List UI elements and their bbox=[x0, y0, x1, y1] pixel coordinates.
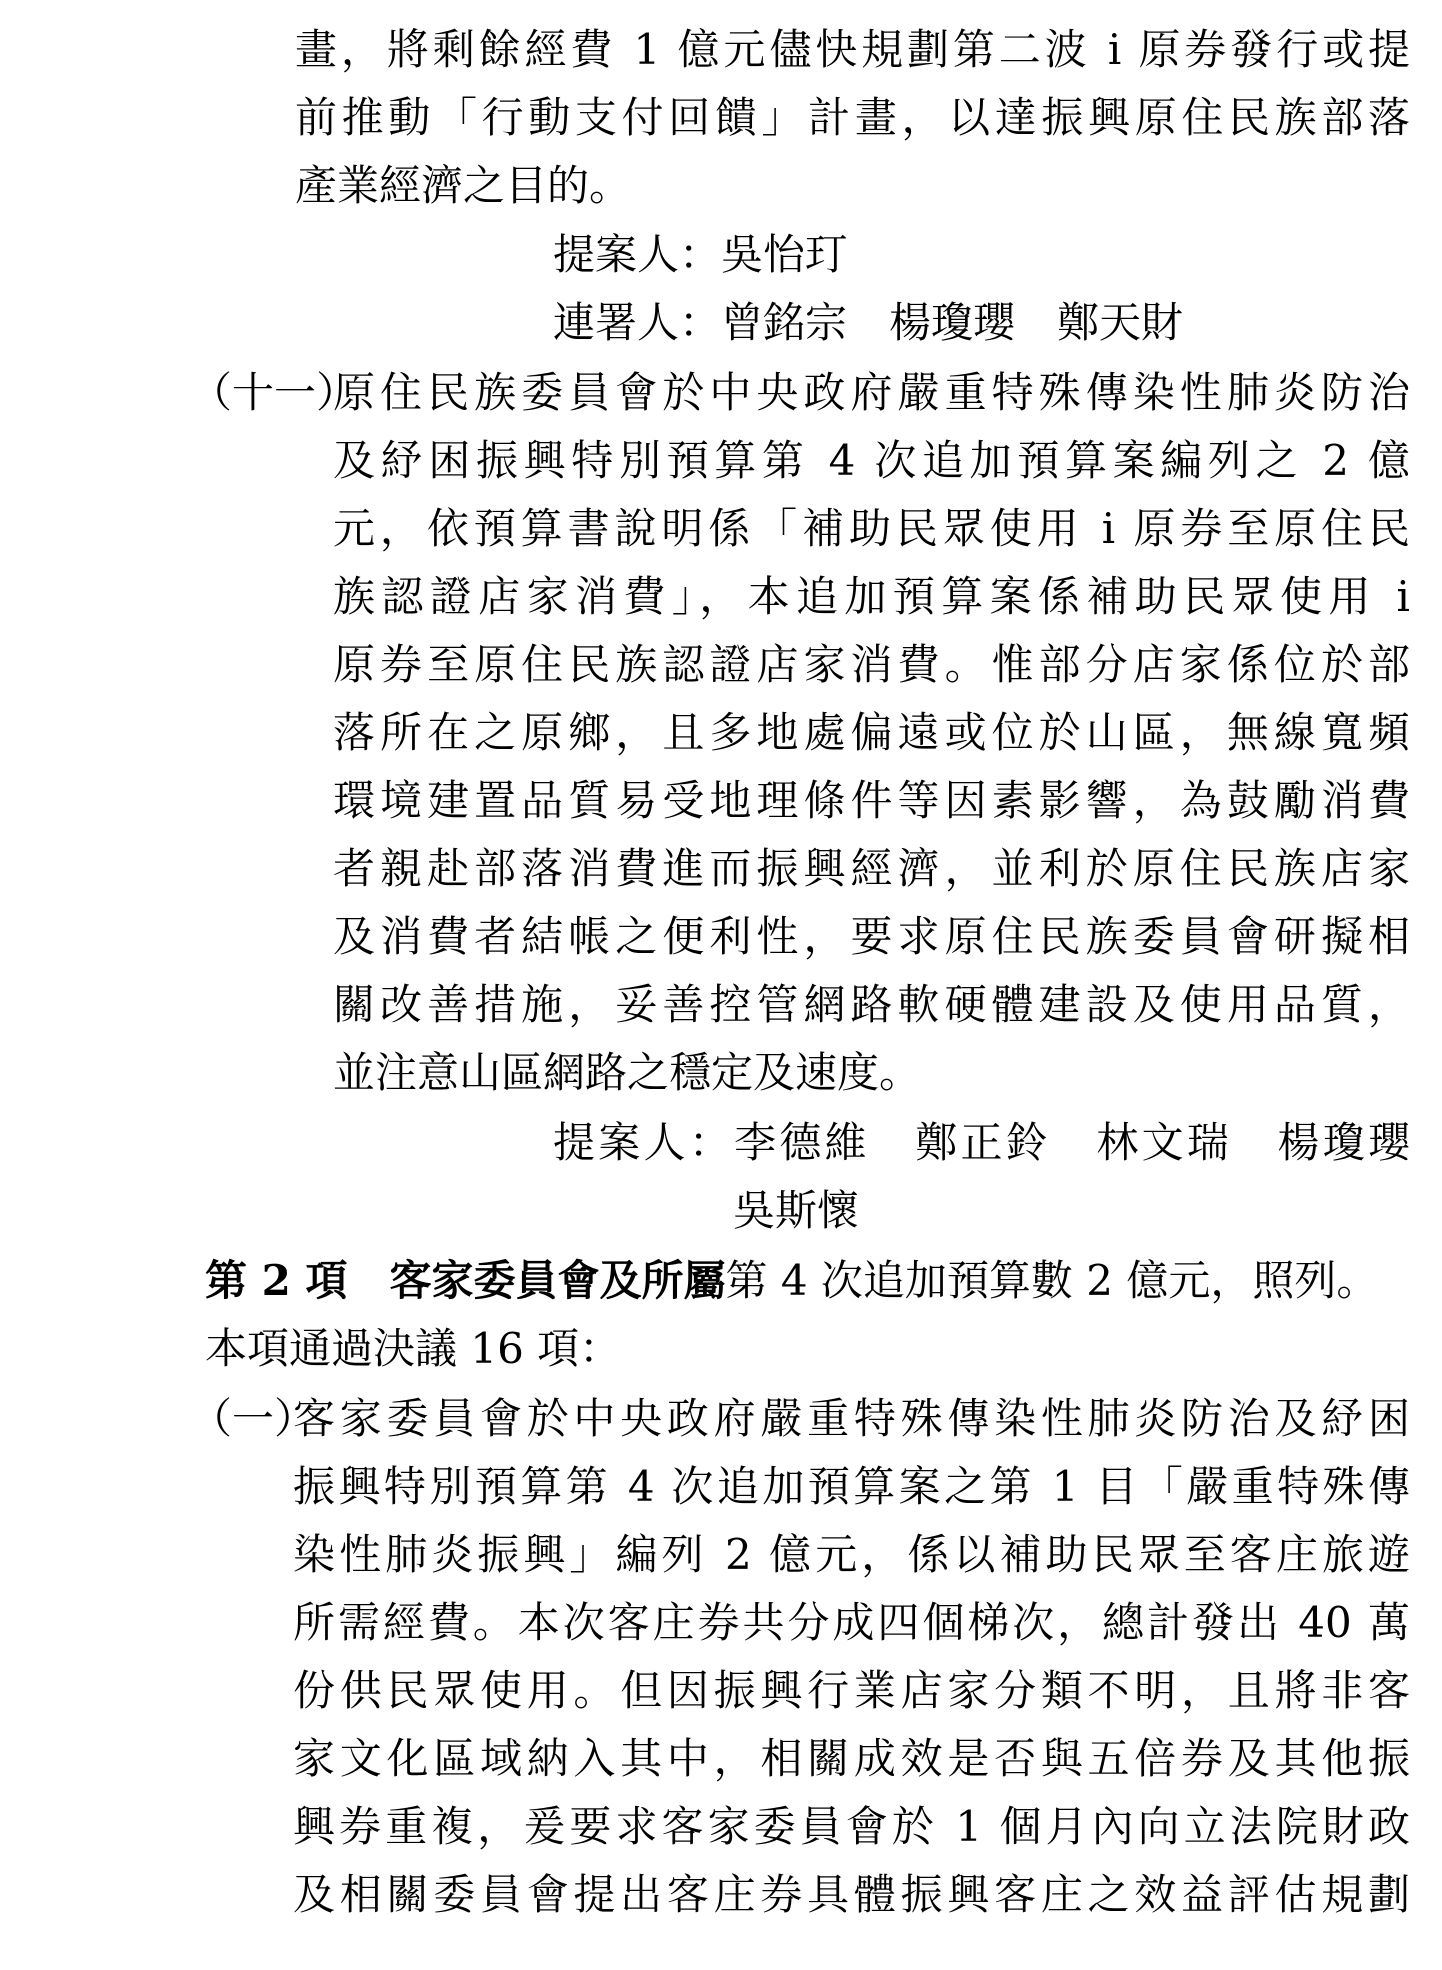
proposer-line: 提案人：李德維 鄭正鈴 林文瑞 楊瓊瓔 bbox=[553, 1118, 1410, 1167]
text-line: 及紓困振興特別預算第 4 次追加預算案編列之 2 億 bbox=[333, 436, 1410, 485]
section-title: 第 2 項 客家委員會及所屬 bbox=[205, 1256, 726, 1305]
text-line: 元，依預算書說明係「補助民眾使用 i 原券至原住民 bbox=[333, 504, 1410, 553]
text-line: 份供民眾使用。但因振興行業店家分類不明，且將非客 bbox=[293, 1666, 1410, 1715]
resolution-count: 本項通過決議 16 項： bbox=[205, 1324, 622, 1373]
section-heading bbox=[205, 1251, 1378, 1311]
text-line: 產業經濟之目的。 bbox=[295, 161, 632, 210]
text-line: 落所在之原鄉，且多地處偏遠或位於山區，無線寬頻 bbox=[333, 708, 1410, 757]
text-line: 興券重複，爰要求客家委員會於 1 個月內向立法院財政 bbox=[293, 1802, 1410, 1851]
proposer-line: 提案人：吳怡玎 bbox=[553, 230, 848, 279]
text-line: 環境建置品質易受地理條件等因素影響，為鼓勵消費 bbox=[333, 776, 1410, 825]
text-line: 前推動「行動支付回饋」計畫，以達振興原住民族部落 bbox=[295, 93, 1410, 142]
text-line: 家文化區域納入其中，相關成效是否與五倍券及其他振 bbox=[293, 1734, 1410, 1783]
proposer-line-continued: 吳斯懷 bbox=[733, 1186, 860, 1235]
text-line: 畫，將剩餘經費 1 億元儘快規劃第二波 i 原券發行或提 bbox=[295, 25, 1410, 74]
text-line: 關改善措施，妥善控管網路軟硬體建設及使用品質， bbox=[333, 980, 1410, 1029]
text-line: 原券至原住民族認證店家消費。惟部分店家係位於部 bbox=[333, 640, 1410, 689]
text-line: 原住民族委員會於中央政府嚴重特殊傳染性肺炎防治 bbox=[333, 368, 1410, 417]
text-line: 所需經費。本次客庄券共分成四個梯次，總計發出 40 萬 bbox=[293, 1598, 1410, 1647]
item-number-label: （十一） bbox=[190, 368, 359, 417]
item-number-label: （一） bbox=[190, 1394, 317, 1443]
text-line: 者親赴部落消費進而振興經濟，並利於原住民族店家 bbox=[333, 844, 1410, 893]
text-line: 染性肺炎振興」編列 2 億元，係以補助民眾至客庄旅遊 bbox=[293, 1530, 1410, 1579]
cosigner-line: 連署人：曾銘宗 楊瓊瓔 鄭天財 bbox=[553, 298, 1184, 347]
text-line: 客家委員會於中央政府嚴重特殊傳染性肺炎防治及紓困 bbox=[293, 1394, 1410, 1443]
text-line: 族認證店家消費」，本追加預算案係補助民眾使用 i bbox=[333, 572, 1410, 621]
text-line: 振興特別預算第 4 次追加預算案之第 1 目「嚴重特殊傳 bbox=[293, 1462, 1410, 1511]
text-line: 及相關委員會提出客庄券具體振興客庄之效益評估規劃 bbox=[293, 1870, 1410, 1919]
section-amount: 第 4 次追加預算數 2 億元，照列。 bbox=[725, 1256, 1379, 1305]
text-line: 及消費者結帳之便利性，要求原住民族委員會研擬相 bbox=[333, 912, 1410, 961]
text-line: 並注意山區網路之穩定及速度。 bbox=[333, 1048, 922, 1097]
